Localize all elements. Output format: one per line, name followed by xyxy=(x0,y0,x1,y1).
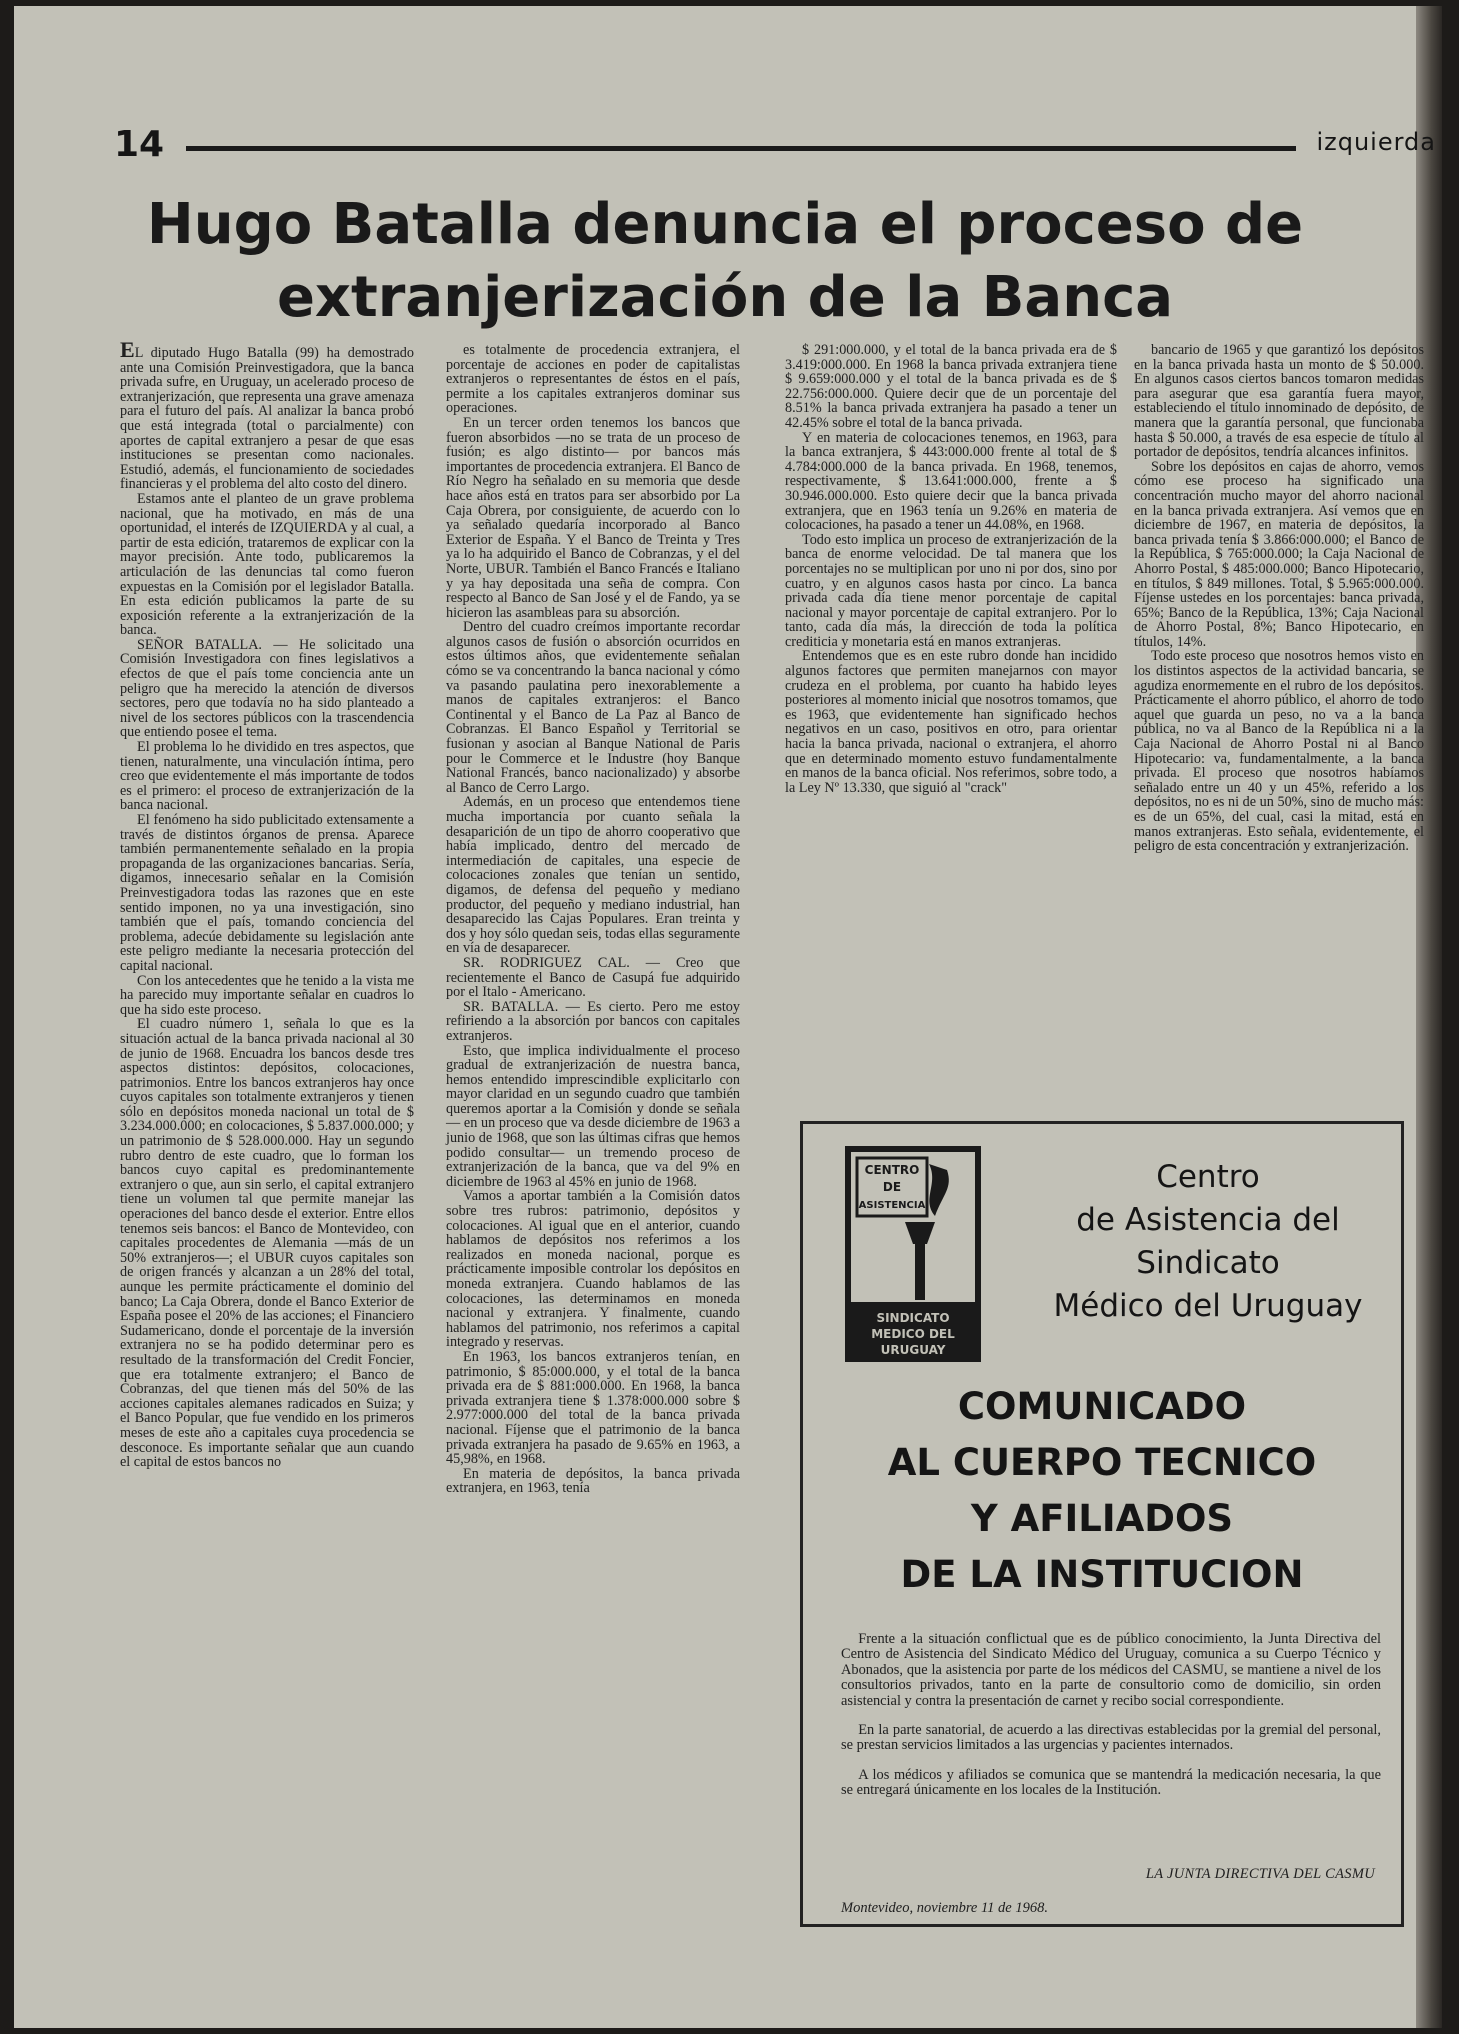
masthead: izquierda xyxy=(1316,128,1436,156)
article-paragraph: SEÑOR BATALLA. — He solicitado una Comisión Investigadora con fines legislativos a efectos de que el país tome conciencia ante un peligro que ha merecido la atención de diversos sectores, pero que todavía no ha sido planteado a nivel de los sectores públicos con la trascendencia que entiendo posee el tema. xyxy=(120,636,414,741)
article-paragraph: Entendemos que es en este rubro donde han incidido algunos factores que permiten manejarnos con mayor crudeza en el problema, por cuanto ha habido leyes posteriores al momento inicial que nosotros tomamos, que es 1963, que evidentemente han significado hechos negativos en un caso, positivos en otro, para orientar hacia la banca privada, nacional o extranjera, el ahorro que en determinado momento estuvo fundamentalmente en manos de la banca oficial. Nos referimos, sobre todo, a la Ley Nº 13.330, que siguió al "crack" xyxy=(785,648,1117,796)
article-paragraph: Con los antecedentes que he tenido a la vista me ha parecido muy importante señalar en cuadros lo que ha sido este proceso. xyxy=(120,972,414,1018)
article-column-1 xyxy=(120,337,414,1983)
org-name-line: Médico del Uruguay xyxy=(1053,1288,1363,1324)
logo-text-de: DE xyxy=(882,1180,902,1194)
article-paragraph: En 1963, los bancos extranjeros tenían, en patrimonio, $ 85:000.000, y el total de la banca privada era de $ 881:000.000. En 1968, la banca privada extranjera tiene $ 1.378:000.000 sobre $ 2.977:000.000 del total de la banca privada nacional. Fíjense que el patrimonio de la banca privada extranjera ha pasado de 9.65% en 1963, a 45,98%, en 1968. xyxy=(446,1348,740,1468)
page-number: 14 xyxy=(114,124,165,165)
article-paragraph: El fenómeno ha sido publicitado extensamente a través de distintos órganos de prensa. Aparece también permanentemente señalado en la propia propaganda de las organizaciones bancarias. Sería, digamos, innecesario señalar en la Comisión Preinvestigadora todas las razones que en este sentido imponen, no ya una investigación, sino también que el país, tomando conciencia del problema, adecúe debidamente su legislación ante este peligro mediante la necesaria protección del capital nacional. xyxy=(120,812,414,974)
newspaper-page xyxy=(14,6,1442,2028)
logo-text-sindicato: SINDICATO xyxy=(876,1311,950,1325)
article-headline: Hugo Batalla denuncia el proceso de extranjerización de la Banca xyxy=(146,192,1304,330)
article-paragraph: Vamos a aportar también a la Comisión datos sobre tres rubros: patrimonio, depósitos y colocaciones. Al igual que en el anterior, cuando hablamos de depósitos nos referimos a los realizados en moneda nacional, porque es prácticamente imposible controlar los depósitos en moneda extranjera. Cuando hablamos de las colocaciones, las determinamos en moneda nacional y extranjera. Y finalmente, cuando hablamos del patrimonio, nos referimos a capital integrado y reservas. xyxy=(446,1188,740,1351)
article-column-4 xyxy=(1134,343,1424,1103)
notice-heading-line: AL CUERPO TECNICO xyxy=(887,1441,1317,1484)
article-paragraph: Además, en un proceso que entendemos tiene mucha importancia por cuanto señala la desaparición de un tipo de ahorro cooperativo que había implicado, dentro del mercado de intermediación de capitales, una especie de colocaciones zonales que tenían un sentido, digamos, de defensa del pequeño y mediano productor, del pequeño y mediano industrial, han desaparecido las Cajas Populares. Eran treinta y dos y hoy sólo quedan seis, todas ellas seguramente en vía de desaparecer. xyxy=(446,794,740,957)
article-paragraph: bancario de 1965 y que garantizó los depósitos en la banca privada hasta un monto de $ 50.000. En algunos casos ciertos bancos tomaron medidas para asegurar que esa garantía fuera mayor, estableciendo el título innominado de depósito, de manera que la garantía personal, que funcionaba hasta $ 50.000, a través de esa especie de título al portador de depósitos, tendría alcances infinitos. xyxy=(1134,342,1424,461)
article-paragraph: En un tercer orden tenemos los bancos que fueron absorbidos —no se trata de un proceso de fusión; es algo distinto— por bancos más importantes de procedencia extranjera. El Banco de Río Negro ha señalado en su memoria que desde hace años está en tratos para ser absorbido por La Caja Obrera, por consiguiente, de acuerdo con lo ya señalado quedaría incorporado al Banco Exterior de España. Y el Banco de Treinta y Tres ya lo ha adquirido el Banco de Cobranzas, y el del Norte, UBUR. También el Banco Francés e Italiano y ya hay depositada una seña de compra. Con respecto al Banco de San José y el de Fando, ya se hicieron las asambleas para su absorción. xyxy=(446,414,740,621)
notice-heading-line: COMUNICADO xyxy=(957,1385,1247,1428)
article-paragraph: Y en materia de colocaciones tenemos, en 1963, para la banca extranjera, $ 443:000.000 frente al total de $ 4.784:000.000 de la banca privada. En 1968, tenemos, respectivamente, $ 13.641:000.000, frente a $ 30.946.000.000. Esto quiere decir que la banca privada extranjera, que en 1963 tenía un 9.26% en materia de colocaciones, ha pasado a tener un 44.08%, en 1968. xyxy=(785,429,1117,534)
article-paragraph: El cuadro número 1, señala lo que es la situación actual de la banca privada nacional al 30 de junio de 1968. Encuadra los bancos desde tres aspectos distintos: depósitos, colocaciones, patrimonios. Entre los bancos extranjeros hay once cuyos capitales son totalmente extranjeros y tienen sólo en depósitos moneda nacional un total de $ 3.234.000.000; en colocaciones, $ 5.837.000.000; y un patrimonio de $ 528.000.000. Hay un segundo rubro dentro de este cuadro, que lo forman los bancos cuyo capital es predominantemente extranjero o que, aun sin serlo, el capital extranjero tiene un volumen tal que permite manejar las operaciones del banco desde el exterior. Entre ellos tenemos seis bancos: el Banco de Montevideo, con capitales procedentes de Alemania —más de un 50% extranjeros—; el UBUR cuyos capitales son de origen francés y alcanzan a un 28% del total, aunque les permite prácticamente el dominio del banco; La Caja Obrera, donde el Banco Exterior de España posee el 20% de las acciones; el Financiero Sudamericano, donde el porcentaje de la inversión extranjera no se ha podido determinar pero es resultado de la transformación del Credit Foncier, que era totalmente extranjero; el Banco de Cobranzas, del que tienen más del 50% de las acciones capitales alemanes radicados en Suiza; y el Banco Popular, que fue vendido en los primeros meses de este año a capitales cuya procedencia se desconoce. Es importante señalar que aun cuando el capital de estos bancos no xyxy=(120,1016,414,1471)
header-rule xyxy=(186,146,1296,151)
article-paragraph: Esto, que implica individualmente el proceso gradual de extranjerización de nuestra banca, hemos entendido imprescindible explicitarlo con mayor claridad en un segundo cuadro que también queremos aportar a la Comisión y donde se señala — en un proceso que va desde diciembre de 1963 a junio de 1968, que son las últimas cifras que hemos podido consultar— un tremendo proceso de extranjerización de la banca, que va del 9% en diciembre de 1963 al 45% en junio de 1968. xyxy=(446,1042,740,1190)
article-column-3 xyxy=(785,343,1117,1099)
article-paragraph: El problema lo he dividido en tres aspectos, que tienen, naturalmente, una vinculación íntima, pero creo que evidentemente el más importante de todos es el primero: el proceso de extranjerización de la banca nacional. xyxy=(120,739,414,814)
notice-dateline: Montevideo, noviembre 11 de 1968. xyxy=(841,1900,1048,1916)
notice-body xyxy=(841,1632,1381,1813)
article-paragraph: En materia de depósitos, la banca privada extranjera, en 1963, tenía xyxy=(446,1465,740,1497)
logo-text-uruguay: URUGUAY xyxy=(880,1343,946,1357)
notice-paragraph: En la parte sanatorial, de acuerdo a las directivas establecidas por la gremial del personal, se prestan servicios limitados a las urgencias y pacientes internados. xyxy=(841,1722,1381,1754)
article-paragraph: $ 291:000.000, y el total de la banca privada era de $ 3.419:000.000. En 1968 la banca privada extranjera tiene $ 9.659:000.000 y el total de la banca privada es de $ 22.756:000.000. Quiere decir que de un porcentaje del 8.51% la banca privada extranjera ha pasado a tener un 42.45% sobre el total de la banca privada. xyxy=(785,342,1117,431)
article-paragraph: Dentro del cuadro creímos importante recordar algunos casos de fusión o absorción ocurridos en estos últimos años, que evidentemente señalan cómo se va concentrando la banca nacional y cómo va pasando paulatina pero inexorablemente a manos de capitales extranjeros: el Banco Continental y el Banco de La Paz al Banco de Cobranzas. El Banco Español y Territorial se fusionan y asocian al Banque National de Paris pour le Commerce et le Industre (hoy Banque National Francés, banco nacionalizado) y absorbe al Banco de Cerro Largo. xyxy=(446,619,740,796)
article-paragraph: Estamos ante el planteo de un grave problema nacional, que ha motivado, en más de una oportunidad, el interés de IZQUIERDA y al cual, a partir de esta edición, trataremos de explicar con la mayor precisión. Ante todo, publicaremos la articulación de las denuncias tal como fueron expuestas en la Comisión por el legislador Batalla. En esta edición publicamos la parte de su exposición referente a la extranjerización de la banca. xyxy=(120,490,414,639)
article-paragraph: EL diputado Hugo Batalla (99) ha demostrado ante una Comisión Preinvestigadora, que la banca privada sufre, en Uruguay, un acelerado proceso de extranjerización, que representa una grave amenaza para el futuro del país. Al analizar la banca probó que está integrada (total o parcialmente) con aportes de capital extranjero a pesar de que esas instituciones se presentan como nacionales. Estudió, además, el funcionamiento de sociedades financieras y el problema del alto costo del dinero. xyxy=(120,337,414,493)
casmu-torch-logo xyxy=(843,1144,983,1364)
logo-text-medico: MEDICO DEL xyxy=(871,1327,955,1341)
notice-paragraph: Frente a la situación conflictual que es de público conocimiento, la Junta Directiva del Centro de Asistencia del Sindicato Médico del Uruguay, comunica a su Cuerpo Técnico y Abonados, que la asistencia por parte de los médicos del CASMU, se mantiene a nivel de los consultorios privados, tanto en la parte de consultorio como de domicilio, sin orden asistencial y contra la presentación de carnet y recibo social correspondiente. xyxy=(841,1631,1381,1709)
article-paragraph: Sobre los depósitos en cajas de ahorro, vemos cómo ese proceso ha significado una concentración mucho mayor del ahorro nacional en la banca privada extranjera. Así vemos que en diciembre de 1967, en materia de depósitos, la banca privada tenía $ 3.866:000.000; el Banco de la República, $ 765:000.000; la Caja Nacional de Ahorro Postal, $ 485:000.000; Banco Hipotecario, en títulos, $ 849 millones. Total, $ 5.965:000.000. Fíjense ustedes en los porcentajes: banca privada, 65%; Banco de la República, 13%; Caja Nacional de Ahorro Postal, 8%; Banco Hipotecario, en títulos, 14%. xyxy=(1134,458,1424,650)
article-paragraph: Todo este proceso que nosotros hemos visto en los distintos aspectos de la actividad bancaria, se agudiza enormemente en el rubro de los depósitos. Prácticamente el ahorro público, el ahorro de todo aquel que guarda un peso, no va a la banca pública, no va al Banco de la República ni a la Caja Nacional de Ahorro Postal ni al Banco Hipotecario: va, fundamentalmente, a la banca privada. El proceso que nosotros habíamos señalado entre un 40 y un 45%, referido a los depósitos, no es ni de un 50%, sino de mucho más: es de un 65%, del cual, casi la mitad, está en manos extranjeras. Esto señala, evidentemente, el peligro de esta concentración y extranjerización. xyxy=(1134,648,1424,855)
article-paragraph: es totalmente de procedencia extranjera, el porcentaje de acciones en poder de capitalistas extranjeros o representantes de éstos en el país, permite a los capitales extranjeros dominar sus operaciones. xyxy=(446,342,740,417)
org-name-line: Sindicato xyxy=(1136,1245,1280,1281)
notice-paragraph: A los médicos y afiliados se comunica que se mantendrá la medicación necesaria, la que se entregará únicamente en los locales de la Institución. xyxy=(841,1766,1381,1799)
article-paragraph: SR. BATALLA. — Es cierto. Pero me estoy refiriendo a la absorción por bancos con capitales extranjeros. xyxy=(446,998,740,1044)
notice-signature: LA JUNTA DIRECTIVA DEL CASMU xyxy=(1145,1866,1375,1882)
page-header xyxy=(114,124,1436,164)
notice-heading-line: Y AFILIADOS xyxy=(970,1497,1234,1540)
article-paragraph: Todo esto implica un proceso de extranjerización de la banca de enorme velocidad. De tal manera que los porcentajes no se multiplican por uno ni por dos, sino por cuatro, y en algunos casos hasta por cinco. La banca privada cada día tiene menor porcentaje de capital nacional y mayor porcentaje de capital extranjero. Por lo tanto, cada día más, la dirección de toda la política crediticia y monetaria está en manos extranjeras. xyxy=(785,531,1117,650)
org-name xyxy=(1033,1156,1383,1328)
notice-heading xyxy=(803,1379,1401,1603)
logo-text-centro: CENTRO xyxy=(864,1163,920,1177)
article-paragraph: SR. RODRIGUEZ CAL. — Creo que recientemente el Banco de Casupá fue adquirido por el Italo - Americano. xyxy=(446,954,740,1001)
logo-text-asistencia: ASISTENCIA xyxy=(858,1200,926,1211)
casmu-notice xyxy=(800,1121,1404,1927)
article-column-2 xyxy=(446,343,740,1983)
org-name-line: Centro xyxy=(1156,1159,1260,1195)
org-name-line: de Asistencia del xyxy=(1076,1202,1340,1238)
notice-heading-line: DE LA INSTITUCION xyxy=(900,1553,1304,1596)
